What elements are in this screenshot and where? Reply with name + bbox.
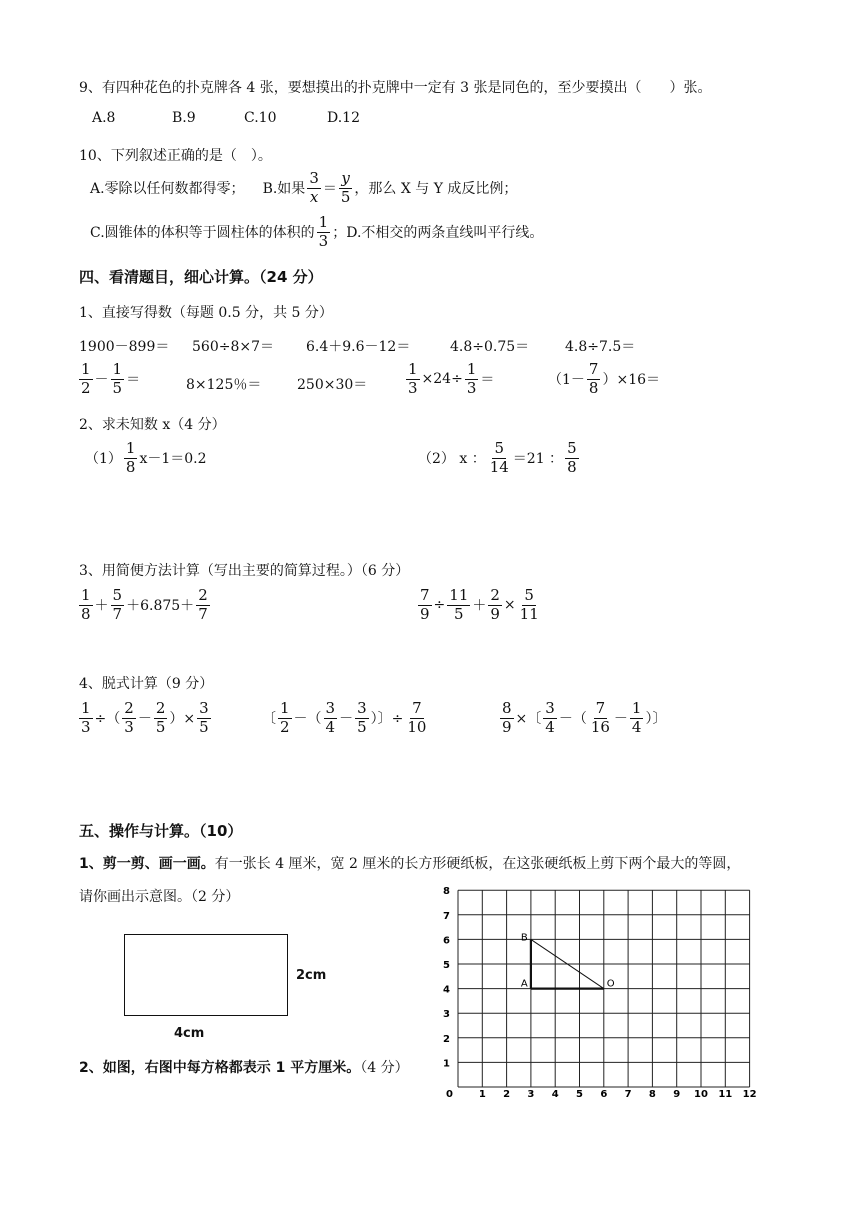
q10-text: 10、下列叙述正确的是（ ）。 bbox=[79, 148, 272, 164]
q10-option-b-suffix: ，那么 X 与 Y 成反比例； bbox=[354, 181, 518, 198]
q10-option-a: A.零除以任何数都得零； bbox=[90, 181, 245, 198]
y-axis-label: 1 bbox=[443, 1058, 450, 1070]
q9-option-c: C.10 bbox=[244, 110, 277, 126]
q9-option-a: A.8 bbox=[92, 110, 116, 126]
rect-height-label: 2cm bbox=[296, 968, 327, 983]
q10-line-ab bbox=[90, 171, 517, 206]
y-axis-label: 4 bbox=[443, 984, 450, 996]
calc-4: 4.8÷0.75＝ bbox=[450, 339, 530, 355]
stepwise-1: $\frac{1}{3}$ ÷（ $\frac{2}{3}$ － $\frac{2}{5}$ ）× $\frac{3}{5}$ bbox=[81, 699, 209, 736]
x-axis-label: 1 bbox=[478, 1089, 486, 1100]
calc-2: 560÷8×7＝ bbox=[192, 339, 274, 355]
simplify-2: $\frac{7}{9}$ ÷ $\frac{11}{5}$ ＋ $\frac{2}{9}$ × $\frac{5}{11}$ bbox=[420, 586, 539, 623]
stepwise-2: 〔 $\frac{1}{2}$ －（ $\frac{3}{4}$ － $\frac{3}{5}$ ）〕÷ $\frac{7}{10}$ bbox=[262, 699, 427, 736]
q10-fraction-y-over-5: $\frac{y}{5}$ bbox=[340, 169, 351, 206]
stepwise-3: $\frac{8}{9}$ ×〔 $\frac{3}{4}$ －（ $\frac{7}{16}$ － $\frac{1}{4}$ ）〕 bbox=[502, 699, 667, 736]
rect-width-label: 4cm bbox=[174, 1026, 205, 1041]
cardboard-rectangle bbox=[124, 934, 288, 1016]
calc-10: （1－ $\frac{7}{8}$ ）×16＝ bbox=[548, 360, 661, 397]
y-axis-label: 6 bbox=[443, 935, 450, 947]
section-5-title: 五、操作与计算。（10） bbox=[79, 822, 243, 840]
x-axis-label: 6 bbox=[600, 1089, 608, 1100]
section-4-2-title: 2、求未知数 x（4 分） bbox=[79, 417, 226, 433]
q10-fraction-1-over-3: $\frac{1}{3}$ bbox=[318, 213, 329, 250]
x-axis-label: 4 bbox=[551, 1089, 559, 1100]
section-4-4-title: 4、脱式计算（9 分） bbox=[79, 676, 214, 692]
calc-9: $\frac{1}{3}$ ×24÷ $\frac{1}{3}$ ＝ bbox=[408, 360, 495, 397]
x-axis-label: 3 bbox=[527, 1089, 535, 1100]
calc-1: 1900－899＝ bbox=[79, 339, 170, 355]
q10-option-b-prefix: B.如果 bbox=[262, 181, 306, 198]
y-axis-label: 3 bbox=[443, 1009, 450, 1021]
section-5-q1: 1、剪一剪、画一画。有一张长 4 厘米，宽 2 厘米的长方形硬纸板，在这张硬纸板上剪下两个最大的等圆， bbox=[79, 856, 741, 872]
y-axis-label: 8 bbox=[443, 886, 450, 898]
x-axis-label: 5 bbox=[576, 1089, 583, 1100]
q10-line-cd bbox=[90, 215, 543, 250]
q9-option-b: B.9 bbox=[172, 110, 196, 126]
section-4-1-title: 1、直接写得数（每题 0.5 分，共 5 分） bbox=[79, 305, 333, 321]
point-o-label: O bbox=[606, 978, 615, 990]
section-5-q1-line2: 请你画出示意图。（2 分） bbox=[79, 889, 240, 905]
calc-3: 6.4＋9.6－12＝ bbox=[306, 339, 411, 355]
q10-fraction-3-over-x: $\frac{3}{x}$ bbox=[309, 169, 319, 206]
x-axis-label: 7 bbox=[624, 1089, 632, 1100]
calc-8: 250×30＝ bbox=[297, 377, 368, 393]
point-b-label: B bbox=[520, 932, 528, 944]
x-axis-label: 2 bbox=[503, 1089, 511, 1100]
y-axis-label: 5 bbox=[443, 960, 450, 971]
q9-option-d: D.12 bbox=[327, 110, 360, 126]
equation-1: （1） $\frac{1}{8}$ x－1＝0.2 bbox=[85, 439, 207, 476]
calc-5: 4.8÷7.5＝ bbox=[565, 339, 636, 355]
q10-option-cd-suffix: ；D.不相交的两条直线叫平行线。 bbox=[332, 225, 544, 242]
x-axis-label: 12 bbox=[742, 1089, 757, 1100]
y-axis-label: 7 bbox=[443, 910, 450, 922]
section-4-3-title: 3、用简便方法计算（写出主要的简算过程。）（6 分） bbox=[79, 563, 410, 579]
calc-7: 8×125％＝ bbox=[186, 377, 262, 393]
x-axis-label: 0 bbox=[446, 1089, 453, 1100]
section-4-title: 四、看清题目，细心计算。（24 分） bbox=[79, 268, 323, 286]
simplify-1: $\frac{1}{8}$ ＋ $\frac{5}{7}$ ＋6.875＋ $\frac{2}{7}$ bbox=[81, 586, 208, 623]
q10-option-c-prefix: C.圆锥体的体积等于圆柱体的体积的 bbox=[90, 225, 315, 242]
coordinate-grid bbox=[436, 884, 766, 1104]
q9-text: 9、有四种花色的扑克牌各 4 张，要想摸出的扑克牌中一定有 3 张是同色的，至少要摸出（ ）张。 bbox=[79, 80, 712, 96]
section-5-q2: 2、如图，右图中每方格都表示 1 平方厘米。（4 分） bbox=[79, 1060, 409, 1076]
x-axis-label: 9 bbox=[673, 1089, 681, 1100]
x-axis-label: 10 bbox=[694, 1089, 708, 1100]
x-axis-label: 8 bbox=[648, 1089, 656, 1100]
calc-6: $\frac{1}{2}$ － $\frac{1}{5}$ ＝ bbox=[81, 360, 141, 397]
equation-2: （2） x ： $\frac{5}{14}$ ＝21 ： $\frac{5}{8}$ bbox=[418, 439, 577, 476]
x-axis-label: 11 bbox=[718, 1089, 733, 1100]
equals-sign: ＝ bbox=[322, 181, 337, 198]
point-a-label: A bbox=[520, 978, 528, 990]
y-axis-label: 2 bbox=[443, 1033, 450, 1045]
